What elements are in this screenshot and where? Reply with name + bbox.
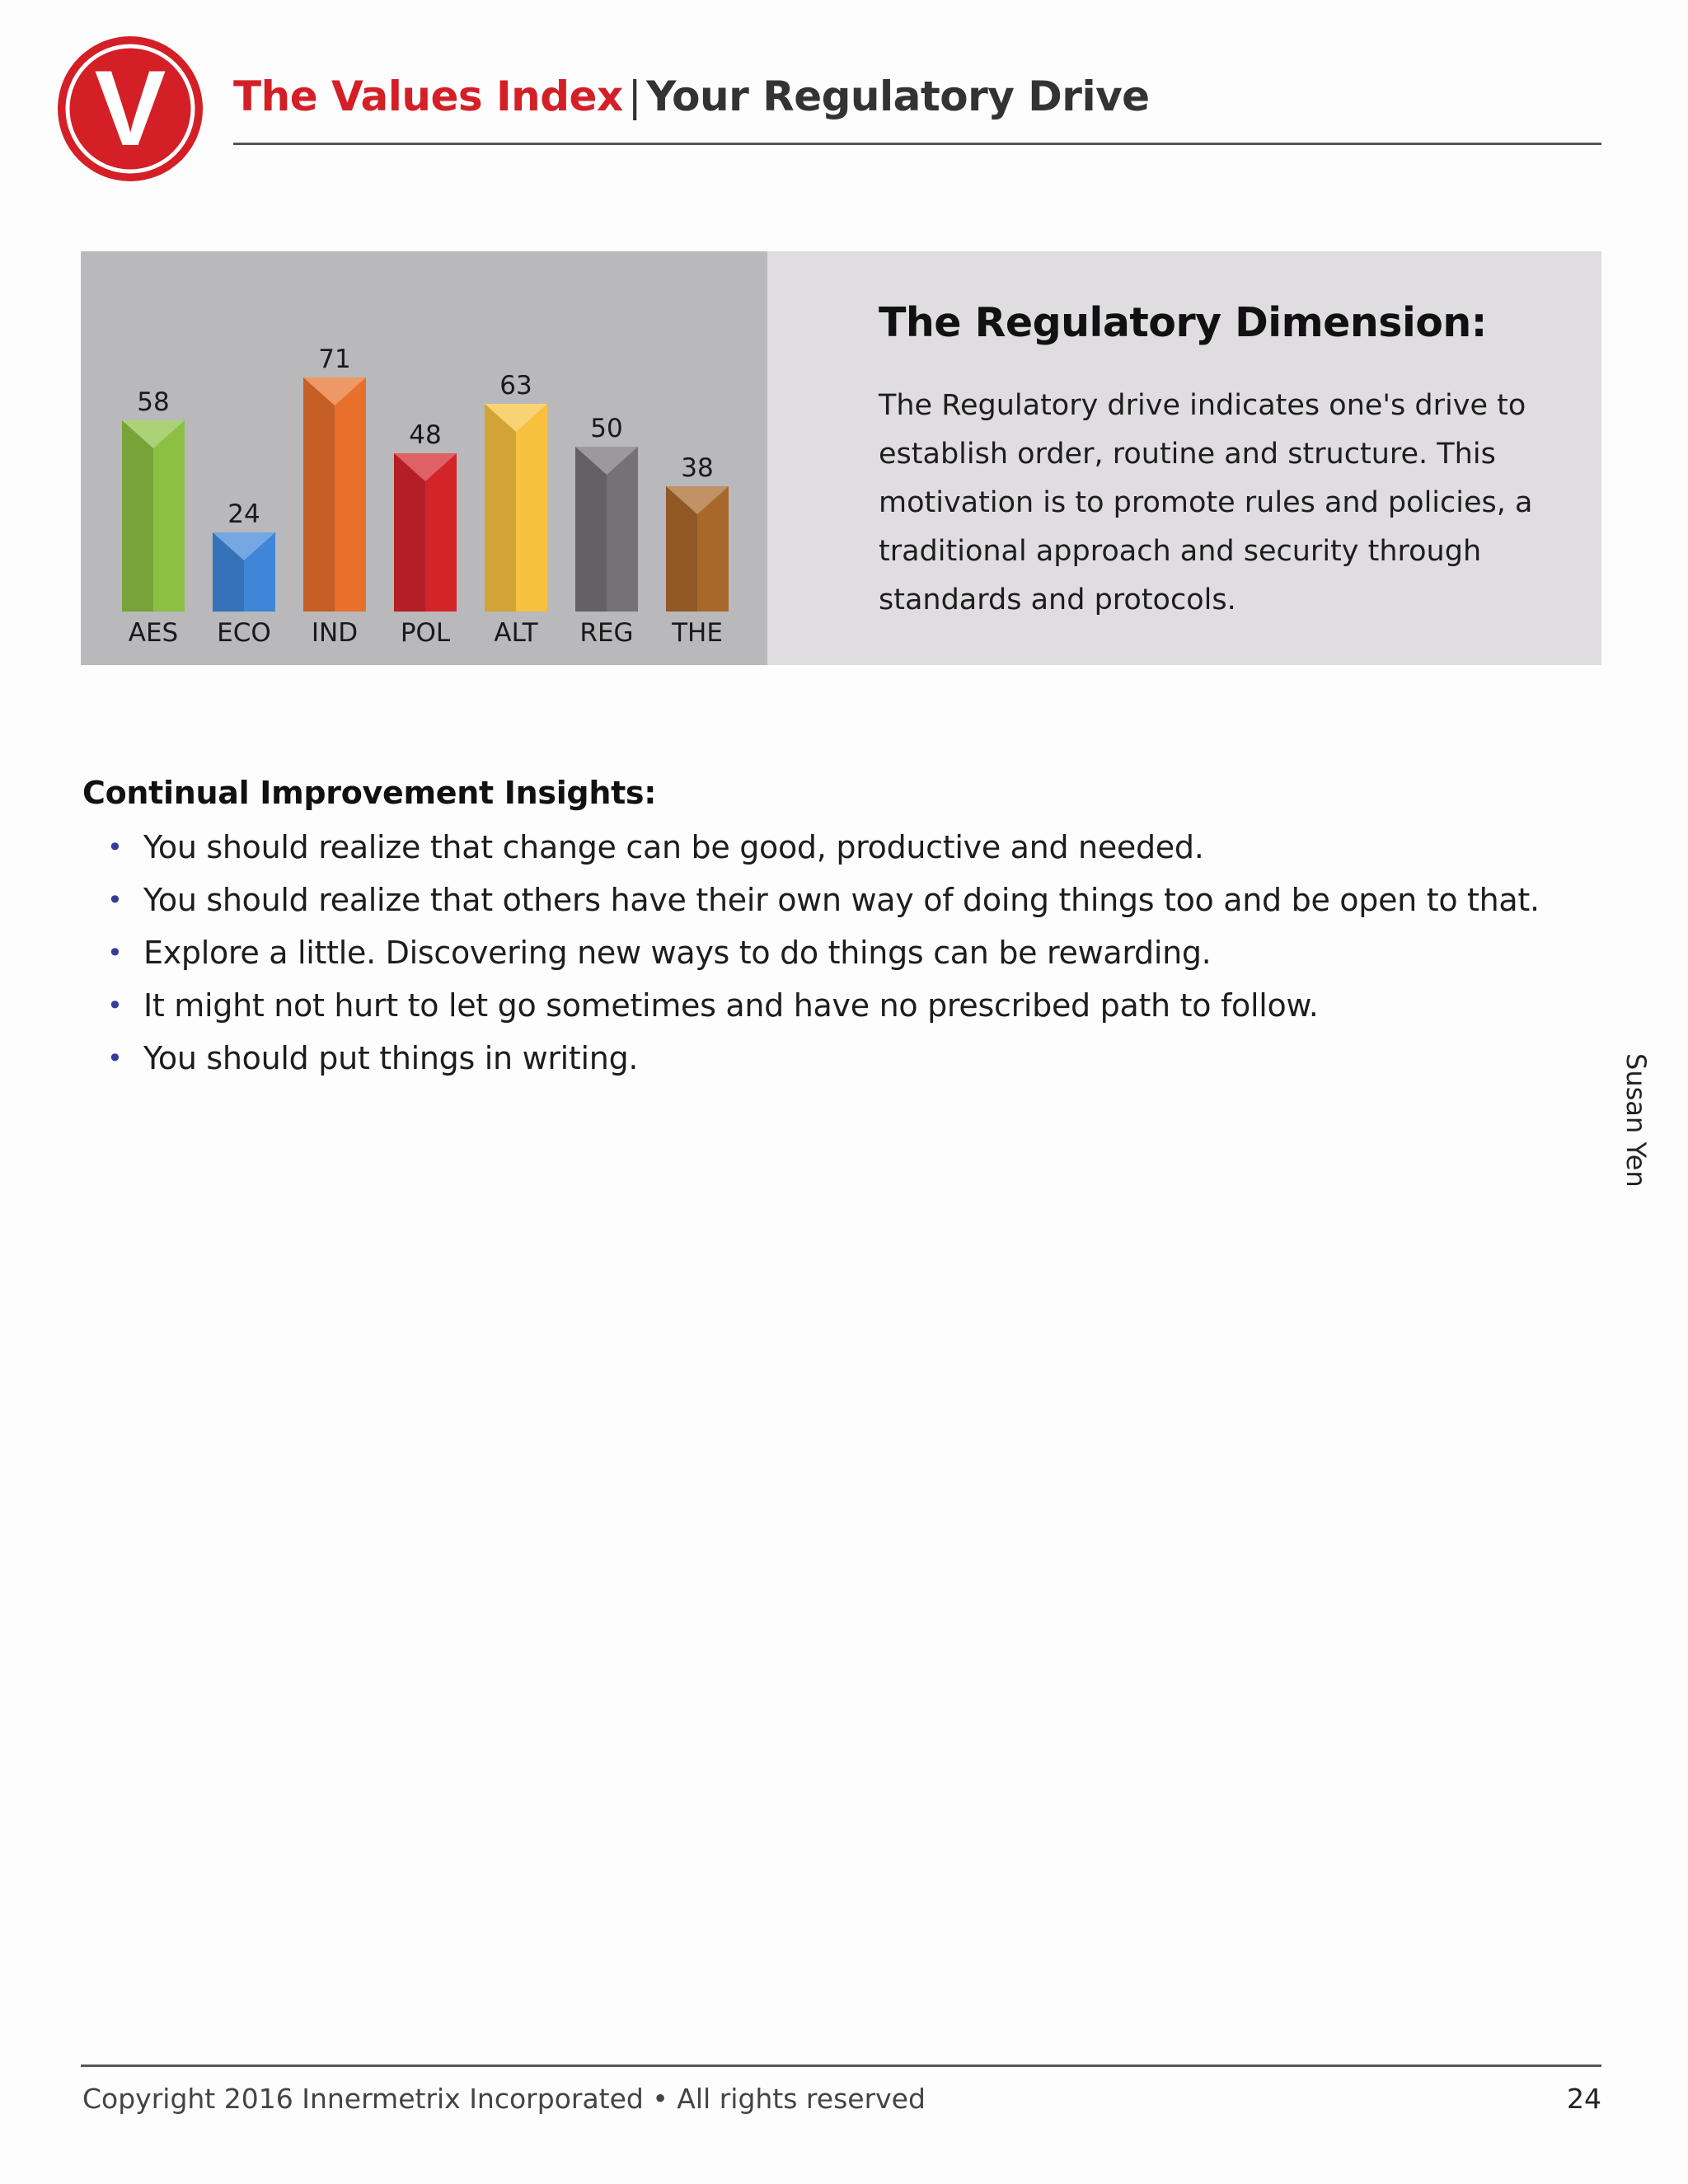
dimension-title: The Regulatory Dimension: — [879, 299, 1487, 346]
insight-item — [107, 979, 1508, 1032]
bullet-icon: • — [107, 884, 123, 916]
insight-text: You should put things in writing. — [143, 1040, 639, 1076]
insight-text: You should realize that change can be good, productive and needed. — [143, 829, 1204, 865]
footer-rule — [81, 2064, 1601, 2067]
insight-item — [107, 874, 1540, 926]
values-index-logo — [56, 35, 204, 183]
bar-ind — [303, 377, 335, 612]
bar-alt-face — [516, 404, 547, 612]
insight-text: Explore a little. Discovering new ways to do things can be rewarding. — [143, 935, 1212, 971]
dimension-description-box — [767, 251, 1601, 665]
category-label-the: THE — [672, 618, 723, 648]
brand-name: The Values Index — [233, 73, 623, 120]
category-label-alt: ALT — [494, 618, 538, 648]
data-label-the: 38 — [681, 453, 714, 483]
bar-reg-face — [607, 447, 638, 612]
page-subtitle: Your Regulatory Drive — [646, 73, 1150, 120]
title-separator: | — [627, 73, 642, 120]
logo-letter: V — [94, 48, 166, 168]
data-label-reg: 50 — [590, 414, 623, 443]
data-label-eco: 24 — [227, 499, 260, 529]
bullet-icon: • — [107, 937, 123, 968]
values-bar-chart — [81, 251, 767, 665]
bullet-icon: • — [107, 832, 123, 863]
data-label-aes: 58 — [137, 387, 170, 417]
dimension-panel — [81, 251, 1601, 665]
bar-ind-face — [335, 377, 366, 612]
insight-text: You should realize that others have their own way of doing things too and be open to that. — [143, 882, 1540, 918]
page-title — [233, 73, 1150, 120]
bar-aes — [122, 420, 153, 612]
bullet-icon: • — [107, 990, 123, 1021]
category-label-ind: IND — [311, 618, 359, 648]
bar-reg — [575, 447, 607, 612]
header-rule — [233, 143, 1601, 145]
category-label-reg: REG — [579, 618, 634, 648]
data-label-alt: 63 — [499, 371, 532, 401]
insight-text: It might not hurt to let go sometimes and have no prescribed path to follow. — [143, 987, 1319, 1024]
dimension-text: The Regulatory drive indicates one's drive to establish order, routine and structure. This motivation is to promote rules and policies, a traditional approach and security through standards and protocols. — [879, 389, 1533, 616]
insights-title: Continual Improvement Insights: — [82, 775, 657, 811]
bar-alt — [485, 404, 516, 612]
page-number: 24 — [1567, 2083, 1601, 2115]
values-chart-box — [81, 251, 767, 665]
bar-aes-face — [153, 420, 185, 612]
insights-list — [107, 821, 1540, 1085]
data-label-pol: 48 — [409, 420, 442, 450]
copyright-text: Copyright 2016 Innermetrix Incorporated • All rights reserved — [82, 2083, 926, 2115]
category-label-pol: POL — [400, 618, 451, 648]
category-label-eco: ECO — [217, 618, 271, 648]
category-label-aes: AES — [128, 618, 179, 648]
data-label-ind: 71 — [318, 344, 351, 374]
respondent-name: Susan Yen — [1620, 1053, 1652, 1188]
insight-item — [107, 1032, 1508, 1085]
insight-item — [107, 821, 1508, 874]
bullet-icon: • — [107, 1043, 123, 1074]
insight-item — [107, 926, 1508, 979]
